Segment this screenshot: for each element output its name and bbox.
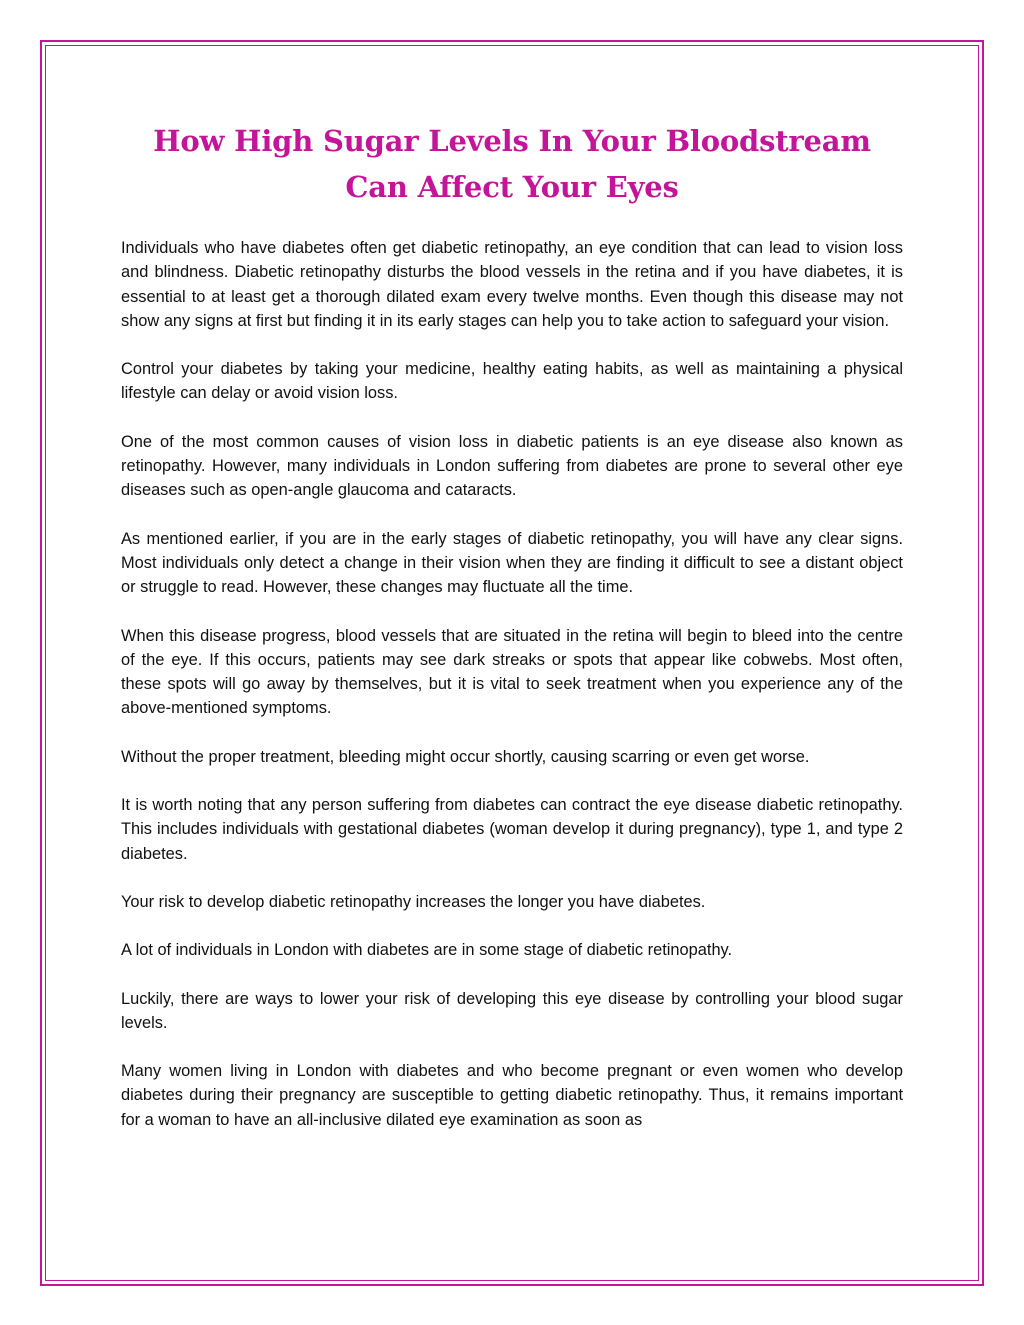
- paragraph-2: Control your diabetes by taking your medicine, healthy eating habits, as well as maintaining a physical lifestyle can delay or avoid vision loss.: [121, 360, 903, 403]
- document-title: How High Sugar Levels In Your Bloodstream Can Affect Your Eyes: [153, 124, 871, 204]
- paragraph-10: Luckily, there are ways to lower your risk of developing this eye disease by controlling your blood sugar levels.: [121, 989, 903, 1032]
- paragraph-4: As mentioned earlier, if you are in the early stages of diabetic retinopathy, you will have any clear signs. Most individuals only detect a change in their vision when they are finding it difficult to see a distant object or struggle to read. However, these changes may fluctuate all the time.: [121, 529, 903, 597]
- paragraph-6: Without the proper treatment, bleeding might occur shortly, causing scarring or even get worse.: [121, 747, 810, 766]
- paragraph-9: A lot of individuals in London with diabetes are in some stage of diabetic retinopathy.: [121, 941, 733, 960]
- paragraph-8: Your risk to develop diabetic retinopathy increases the longer you have diabetes.: [121, 892, 706, 911]
- document-content: [121, 118, 903, 1156]
- paragraph-5: When this disease progress, blood vessels that are situated in the retina will begin to bleed into the centre of the eye. If this occurs, patients may see dark streaks or spots that appear like cobwebs. Most often, these spots will go away by themselves, but it is vital to seek treatment when you experience any of the above-mentioned symptoms.: [121, 626, 903, 718]
- document-body: [121, 236, 903, 1132]
- paragraph-7: It is worth noting that any person suffering from diabetes can contract the eye disease diabetic retinopathy. This includes individuals with gestational diabetes (woman develop it during pregnancy), type 1, and type 2 diabetes.: [121, 796, 903, 863]
- paragraph-1: Individuals who have diabetes often get diabetic retinopathy, an eye condition that can lead to vision loss and blindness. Diabetic retinopathy disturbs the blood vessels in the retina and if you have diabetes, it is essential to at least get a thorough dilated exam every twelve months. Even though this disease may not show any signs at first but finding it in its early stages can help you to take action to safeguard your vision.: [121, 239, 903, 330]
- paragraph-11: Many women living in London with diabetes and who become pregnant or even women who develop diabetes during their pregnancy are susceptible to getting diabetic retinopathy. Thus, it remains important for a woman to have an all-inclusive dilated eye examination as soon as: [121, 1062, 903, 1129]
- paragraph-3: One of the most common causes of vision loss in diabetic patients is an eye disease also known as retinopathy. However, many individuals in London suffering from diabetes are prone to several other eye diseases such as open-angle glaucoma and cataracts.: [121, 432, 903, 500]
